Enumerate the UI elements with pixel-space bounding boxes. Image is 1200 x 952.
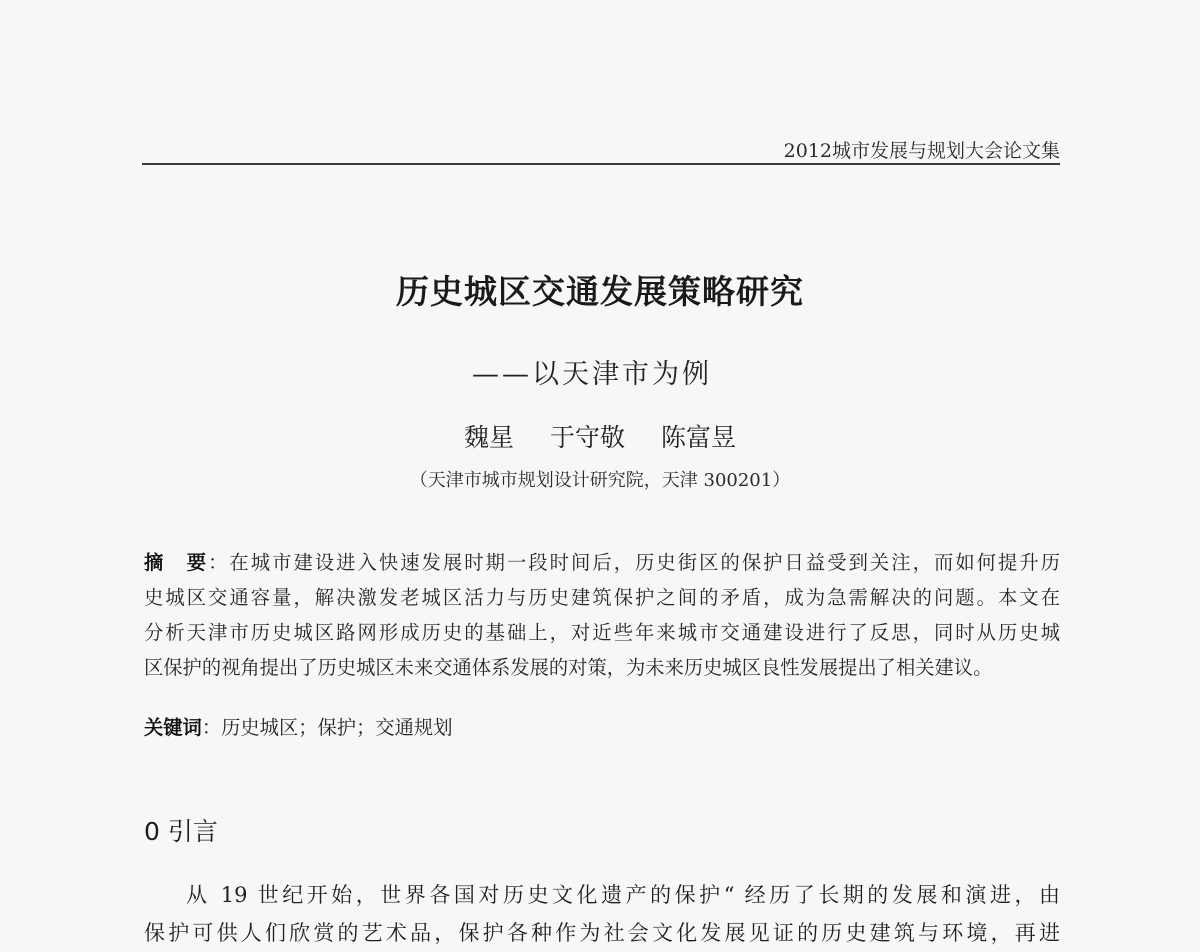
author-affiliation: （天津市城市规划设计研究院，天津 300201） [409,470,791,491]
header-rule [142,163,1060,165]
abstract-text: 在城市建设进入快速发展时期一段时间后，历史街区的保护日益受到关注，而如何提升历 [229,551,1061,574]
section-body [144,876,1060,952]
author-name: 于守敬 [549,423,625,452]
author-list [0,418,1200,454]
abstract-line-4: 区保护的视角提出了历史城区未来交通体系发展的对策，为未来历史城区良性发展提出了相关建议。 [144,656,993,679]
author-name: 陈富昱 [661,423,737,452]
author-name: 魏星 [463,423,514,452]
abstract-separator: ： [208,551,230,574]
keywords-separator: ： [201,716,222,739]
abstract-line-3: 分析天津市历史城区路网形成历史的基础上，对近些年来城市交通建设进行了反思，同时从历史城 [144,621,1060,644]
keywords [144,713,453,743]
keywords-label: 关键词 [144,716,202,739]
abstract-label: 摘 要 [144,551,209,574]
section-heading: 0 引言 [144,817,218,846]
abstract-line-2: 史城区交通容量，解决激发老城区活力与历史建筑保护之间的矛盾，成为急需解决的问题。本文在 [144,586,1060,609]
abstract-line-1 [144,545,1060,580]
body-line-2: 保护可供人们欣赏的艺术品，保护各种作为社会文化发展见证的历史建筑与环境，再进 [144,921,1060,945]
abstract [144,545,1060,685]
running-head: 2012城市发展与规划大会论文集 [783,140,1060,162]
keywords-text: 历史城区；保护；交通规划 [221,716,453,739]
body-line-1: 从 19 世纪开始，世界各国对历史文化遗产的保护“ 经历了长期的发展和演进，由 [186,883,1060,907]
article-title: 历史城区交通发展策略研究 [396,272,804,311]
article-subtitle: ——以天津市为例 [472,359,712,390]
